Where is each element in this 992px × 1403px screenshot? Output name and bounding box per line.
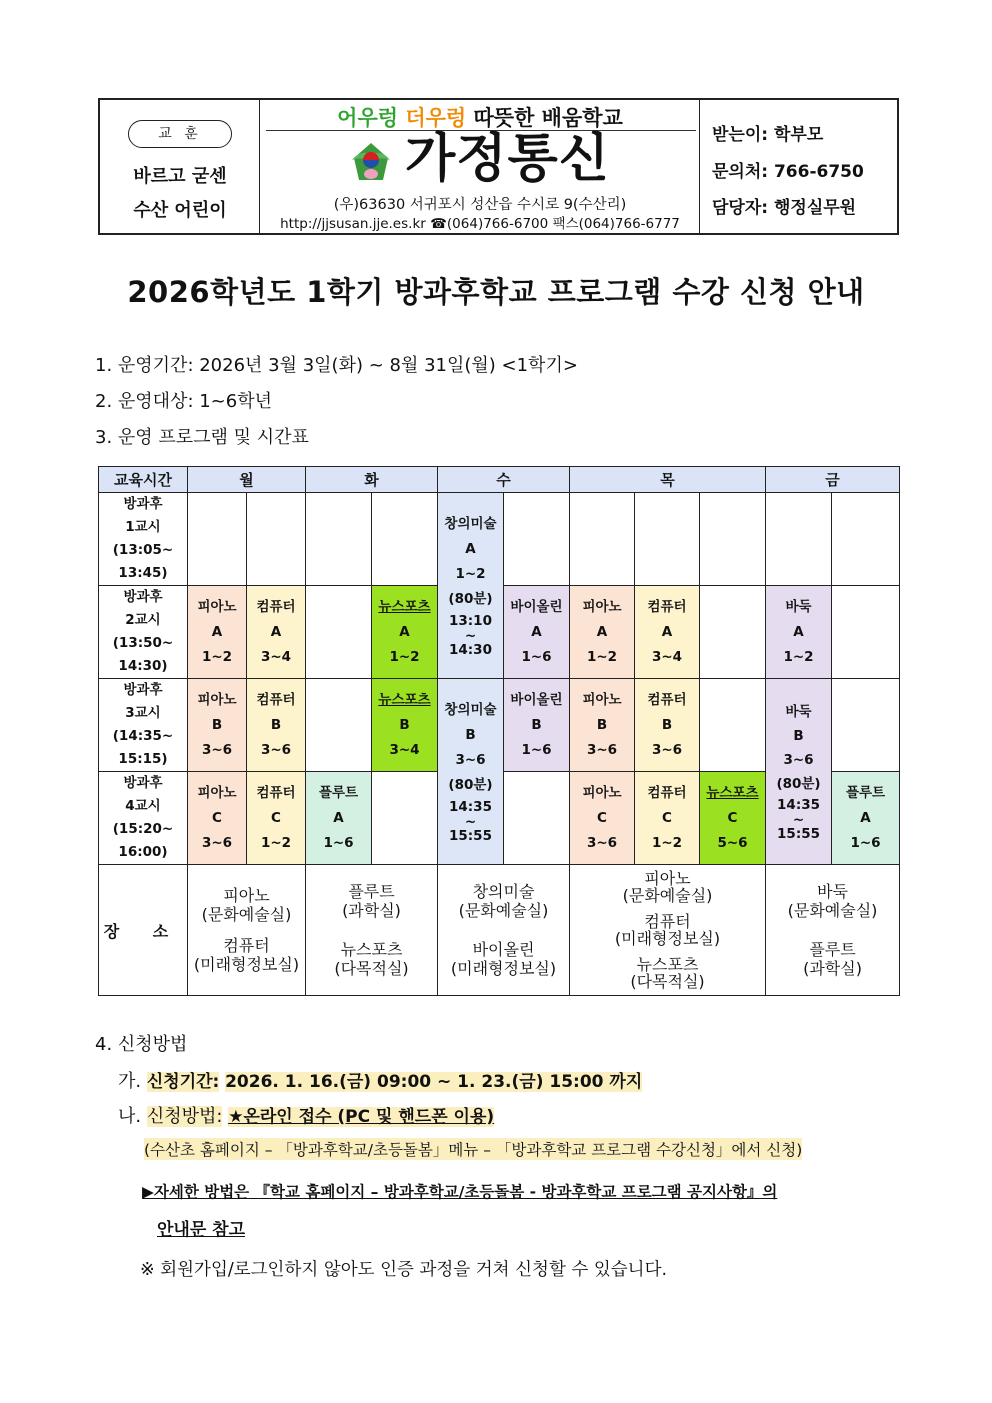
class-computer-c-mon [247, 772, 306, 865]
class-newsports-a [372, 586, 438, 679]
class-computer-a-thu [635, 586, 700, 679]
period-4-label [99, 772, 188, 865]
class-grade: 1~6 [323, 834, 354, 851]
class-section: B [211, 716, 223, 733]
period-text: 방과후 [123, 496, 163, 512]
empty-cell [306, 679, 372, 772]
place-gap [438, 920, 569, 940]
class-grade: 1~2 [586, 648, 618, 665]
class-section: B [596, 716, 608, 733]
class-name: 바이올린 [510, 691, 563, 708]
empty-cell [700, 493, 766, 586]
place-mon [188, 865, 306, 996]
class-name: 뉴스포츠 [378, 598, 431, 615]
apply-method-label: 신청방법: [146, 1106, 223, 1127]
class-name: 피아노 [197, 598, 237, 615]
period-text: 15:15) [118, 751, 168, 767]
class-grade: 1~2 [260, 834, 292, 851]
header-time: 교육시간 [99, 467, 188, 493]
class-section: B [793, 727, 804, 744]
class-name: 피아노 [197, 784, 237, 801]
class-name: 컴퓨터 [647, 784, 687, 801]
class-grade: 1~2 [651, 834, 683, 851]
period-text: 16:00) [118, 844, 168, 860]
class-grade: 1~2 [201, 648, 233, 665]
class-computer-b-mon [247, 679, 306, 772]
class-section: A [793, 623, 804, 640]
apply-period-value: 2026. 1. 16.(금) 09:00 ~ 1. 23.(금) 15:00 까지 [225, 1072, 643, 1092]
empty-cell [700, 586, 766, 679]
class-name: 피아노 [582, 598, 622, 615]
slogan-part-3: 따뜻한 배움학교 [473, 106, 623, 130]
class-piano-a-thu [570, 586, 635, 679]
class-section: B [270, 716, 282, 733]
empty-cell [570, 493, 635, 586]
empty-cell [832, 679, 900, 772]
class-art-a [438, 493, 504, 679]
class-section: B [531, 716, 542, 733]
class-grade: 3~4 [389, 741, 420, 758]
class-computer-b-thu [635, 679, 700, 772]
header-thu: 목 [570, 467, 766, 493]
class-art-b [438, 679, 504, 865]
place-text: 뉴스포츠 [636, 955, 699, 974]
class-grade: 1~6 [521, 741, 552, 758]
class-piano-b-thu [570, 679, 635, 772]
period-text: 방과후 [123, 775, 163, 791]
place-fri [766, 865, 900, 996]
place-text: (문화예술실) [201, 905, 292, 924]
class-name: 피아노 [582, 784, 622, 801]
class-section: A [270, 623, 282, 640]
class-piano-b-mon [188, 679, 247, 772]
place-thu [570, 865, 766, 996]
class-grade: 1~6 [521, 648, 552, 665]
empty-cell [504, 772, 570, 865]
period-row-3 [99, 679, 900, 772]
apply-detail-line-2: 안내문 참고 [157, 1220, 246, 1240]
place-wed [438, 865, 570, 996]
period-text: 4교시 [125, 798, 161, 814]
class-name: 바이올린 [510, 598, 563, 615]
empty-cell [372, 493, 438, 586]
period-row-1 [99, 493, 900, 586]
class-end: 15:55 [449, 827, 492, 844]
school-motto-panel [100, 100, 260, 233]
contact-phone: 문의처: 766-6750 [712, 162, 864, 182]
class-section: A [596, 623, 608, 640]
class-violin-b [504, 679, 570, 772]
class-section: C [271, 809, 281, 826]
motto-label: 교 훈 [128, 120, 232, 148]
place-text: 피아노 [223, 886, 270, 905]
class-baduk-b [766, 679, 832, 865]
motto-line-1: 바르고 굳센 [133, 166, 227, 187]
school-contact-line: http://jjsusan.jje.es.kr ☎(064)766-6700 팩스(064)766-6777 [280, 216, 680, 232]
period-text: 1교시 [125, 519, 161, 535]
class-section: A [465, 540, 476, 557]
empty-cell [306, 586, 372, 679]
period-text: (15:20~ [112, 821, 174, 837]
apply-method-line [118, 1102, 494, 1128]
class-grade: 3~6 [586, 741, 618, 758]
place-text: (미래형정보실) [193, 955, 300, 974]
class-end: 14:30 [449, 641, 492, 658]
newsletter-masthead [260, 100, 700, 233]
empty-cell [504, 493, 570, 586]
place-gap [188, 924, 305, 936]
class-name: 창의미술 [444, 701, 497, 718]
period-text: (14:35~ [112, 728, 174, 744]
apply-period-label: 신청기간: [146, 1072, 220, 1092]
motto-line-2: 수산 어린이 [133, 200, 227, 221]
class-section: C [662, 809, 672, 826]
class-newsports-b [372, 679, 438, 772]
class-section: C [212, 809, 222, 826]
person-in-charge: 담당자: 행정실무원 [712, 198, 857, 218]
class-end: 15:55 [777, 825, 821, 842]
section-target: 2. 운영대상: 1~6학년 [95, 391, 272, 412]
slogan-part-2: 더우렁 [405, 106, 467, 130]
class-grade: 3~4 [260, 648, 292, 665]
class-grade: 5~6 [717, 834, 748, 851]
class-section: A [661, 623, 673, 640]
class-baduk-a [766, 586, 832, 679]
place-gap [766, 920, 899, 940]
class-name: 피아노 [582, 691, 622, 708]
class-grade: 1~2 [455, 565, 486, 582]
empty-cell [247, 493, 306, 586]
class-grade: 1~2 [389, 648, 420, 665]
class-name: 컴퓨터 [256, 784, 296, 801]
class-section: C [727, 809, 738, 826]
period-1-label [99, 493, 188, 586]
class-grade: 1~2 [783, 648, 814, 665]
place-text: 피아노 [644, 869, 691, 888]
class-computer-a-mon [247, 586, 306, 679]
class-flute-a-tue [306, 772, 372, 865]
recipient-panel [700, 100, 897, 233]
class-grade: 3~6 [201, 834, 233, 851]
class-grade: 3~4 [651, 648, 683, 665]
apply-note: ※ 회원가입/로그인하지 않아도 인증 과정을 거쳐 신청할 수 있습니다. [140, 1260, 668, 1280]
class-grade: 3~6 [651, 741, 683, 758]
class-section: A [211, 623, 223, 640]
empty-cell [766, 493, 832, 586]
class-grade: 1~6 [850, 834, 881, 851]
apply-detail-line-1: ▶자세한 방법은 『학교 홈페이지 – 방과후학교/초등돌봄 - 방과후학교 프로그램 공지사항』의 [142, 1183, 778, 1201]
class-piano-c-thu [570, 772, 635, 865]
recipient: 받는이: 학부모 [712, 125, 824, 145]
class-newsports-c [700, 772, 766, 865]
class-flute-a-fri [832, 772, 900, 865]
place-label: 장 소 [99, 865, 188, 996]
period-text: 13:45) [118, 565, 168, 581]
timetable-header-row [99, 467, 900, 493]
class-duration: (80분) [776, 775, 821, 792]
period-text: 방과후 [123, 589, 163, 605]
place-text: (과학실) [342, 901, 401, 920]
class-piano-c-mon [188, 772, 247, 865]
place-text: 뉴스포츠 [340, 940, 403, 959]
period-3-label [99, 679, 188, 772]
class-section: B [399, 716, 410, 733]
class-section: C [597, 809, 607, 826]
place-text: (과학실) [803, 959, 862, 978]
class-start: 13:10 [449, 612, 492, 629]
place-text: 플루트 [348, 882, 395, 901]
class-name: 뉴스포츠 [706, 784, 759, 801]
section-program-schedule: 3. 운영 프로그램 및 시간표 [95, 427, 309, 448]
place-text: (다목적실) [334, 959, 409, 978]
apply-period-prefix: 가. [118, 1071, 142, 1092]
empty-cell [306, 493, 372, 586]
class-tilde: ~ [792, 811, 805, 828]
place-text: (문화예술실) [458, 901, 549, 920]
class-computer-c-thu [635, 772, 700, 865]
class-name: 플루트 [318, 784, 359, 801]
apply-period-line [118, 1067, 642, 1093]
class-duration: (80분) [448, 590, 493, 607]
class-piano-a-mon [188, 586, 247, 679]
place-text: 창의미술 [472, 882, 535, 901]
place-text: (미래형정보실) [614, 929, 721, 948]
period-text: (13:50~ [112, 635, 174, 651]
place-text: (다목적실) [630, 972, 705, 991]
place-text: (문화예술실) [787, 901, 878, 920]
school-emblem-icon [348, 140, 394, 186]
class-name: 바둑 [785, 703, 812, 720]
period-text: 3교시 [125, 705, 161, 721]
period-text: 방과후 [123, 682, 163, 698]
place-text: 컴퓨터 [223, 936, 270, 955]
place-text: 컴퓨터 [644, 912, 691, 931]
place-text: 바이올린 [472, 940, 535, 959]
empty-cell [700, 679, 766, 772]
timetable [98, 466, 900, 996]
place-text: 바둑 [817, 882, 848, 901]
class-name: 컴퓨터 [647, 691, 687, 708]
newsletter-header [98, 98, 899, 235]
slogan-part-1: 어우렁 [337, 106, 399, 130]
apply-method-prefix: 나. [118, 1106, 142, 1127]
class-tilde: ~ [464, 627, 477, 644]
header-mon: 월 [188, 467, 306, 493]
school-address: (우)63630 서귀포시 성산읍 수시로 9(수산리) [333, 197, 627, 213]
class-grade: 3~6 [455, 751, 486, 768]
class-section: A [333, 809, 344, 826]
class-grade: 3~6 [260, 741, 292, 758]
document-title: 2026학년도 1학기 방과후학교 프로그램 수강 신청 안내 [127, 275, 865, 309]
apply-path: (수산초 홈페이지 – 「방과후학교/초등돌봄」메뉴 – 「방과후학교 프로그램 수강신청」에서 신청) [144, 1138, 802, 1160]
class-start: 14:35 [449, 798, 492, 815]
place-gap [306, 920, 437, 940]
class-start: 14:35 [777, 796, 821, 813]
class-section: B [465, 726, 476, 743]
class-name: 창의미술 [444, 515, 497, 532]
class-name: 피아노 [197, 691, 237, 708]
place-tue [306, 865, 438, 996]
period-text: (13:05~ [112, 542, 174, 558]
class-grade: 3~6 [586, 834, 618, 851]
class-grade: 3~6 [783, 751, 814, 768]
newsletter-title: 가정통신 [405, 129, 610, 189]
empty-cell [372, 772, 438, 865]
place-text: (미래형정보실) [450, 959, 557, 978]
class-section: A [860, 809, 871, 826]
class-name: 컴퓨터 [647, 598, 687, 615]
place-text: (문화예술실) [622, 886, 713, 905]
place-row [99, 865, 900, 996]
section-apply-method: 4. 신청방법 [95, 1034, 188, 1055]
class-violin-a [504, 586, 570, 679]
period-text: 14:30) [118, 658, 168, 674]
class-section: A [531, 623, 542, 640]
class-name: 컴퓨터 [256, 598, 296, 615]
empty-cell [832, 586, 900, 679]
class-section: B [661, 716, 673, 733]
empty-cell [832, 493, 900, 586]
class-name: 플루트 [845, 784, 886, 801]
place-text: 플루트 [809, 940, 856, 959]
class-grade: 3~6 [201, 741, 233, 758]
empty-cell [188, 493, 247, 586]
class-section: A [399, 623, 410, 640]
period-text: 2교시 [125, 612, 161, 628]
class-name: 컴퓨터 [256, 691, 296, 708]
section-operation-period: 1. 운영기간: 2026년 3월 3일(화) ~ 8월 31일(월) <1학기> [95, 355, 578, 376]
header-fri: 금 [766, 467, 900, 493]
header-wed: 수 [438, 467, 570, 493]
class-name: 바둑 [785, 598, 812, 615]
apply-method-value: ★온라인 접수 (PC 및 핸드폰 이용) [228, 1107, 495, 1127]
class-name: 뉴스포츠 [378, 691, 431, 708]
class-tilde: ~ [464, 813, 477, 830]
empty-cell [635, 493, 700, 586]
class-duration: (80분) [448, 776, 493, 793]
period-2-label [99, 586, 188, 679]
header-tue: 화 [306, 467, 438, 493]
